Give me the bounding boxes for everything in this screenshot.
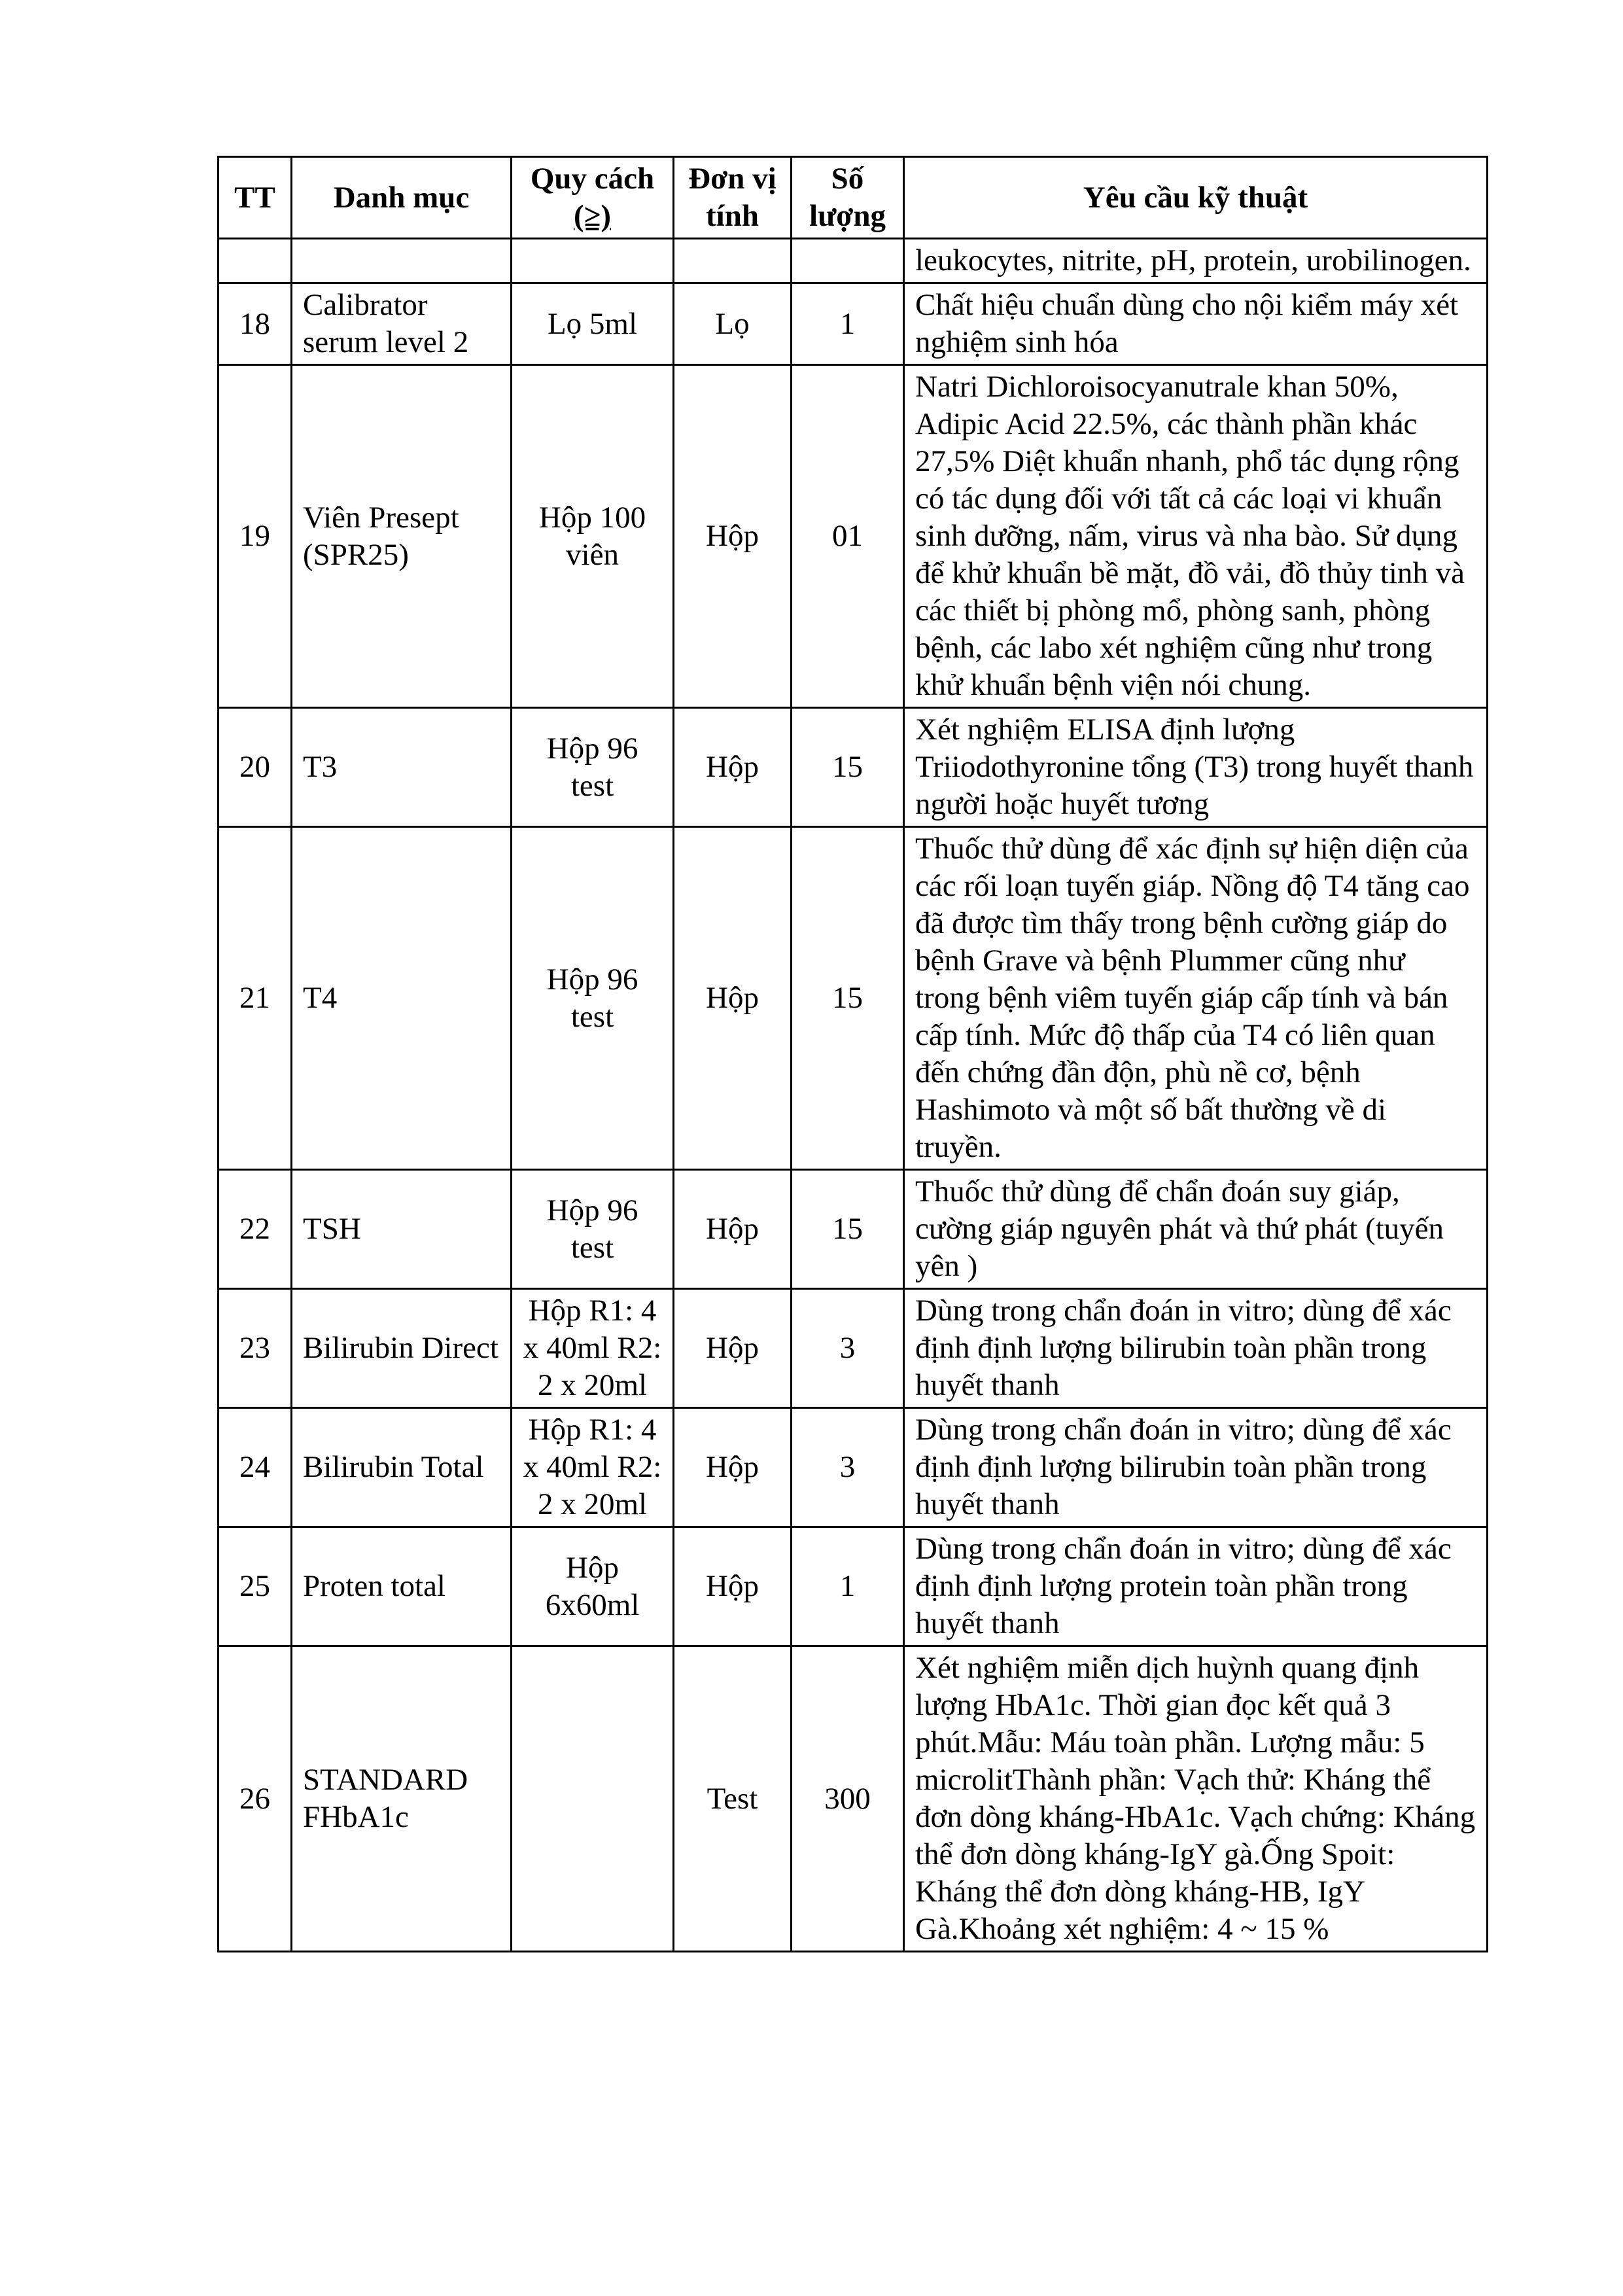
cell-danh-muc: TSH [292,1170,512,1289]
cell-so-luong: 1 [792,1527,904,1646]
cell-quy-cach: Hộp 96 test [512,708,674,827]
cell-tt: 20 [218,708,292,827]
table-row [218,1527,1488,1646]
cell-yeu-cau: Dùng trong chẩn đoán in vitro; dùng để xác định định lượng bilirubin toàn phần trong huyết thanh [904,1408,1488,1527]
cell-so-luong: 3 [792,1289,904,1408]
cell-don-vi: Hộp [674,1170,792,1289]
header-quy-cach-label: Quy cách [530,162,655,196]
cell-so-luong: 1 [792,283,904,365]
cell-so-luong [792,239,904,283]
cell-quy-cach [512,1646,674,1952]
cell-yeu-cau: Chất hiệu chuẩn dùng cho nội kiểm máy xét nghiệm sinh hóa [904,283,1488,365]
cell-quy-cach: Lọ 5ml [512,283,674,365]
cell-tt: 25 [218,1527,292,1646]
cell-tt: 19 [218,365,292,708]
cell-so-luong: 15 [792,827,904,1170]
cell-tt: 22 [218,1170,292,1289]
cell-so-luong: 15 [792,1170,904,1289]
table-row [218,827,1488,1170]
table-row [218,708,1488,827]
cell-quy-cach: Hộp R1: 4 x 40ml R2: 2 x 20ml [512,1289,674,1408]
cell-tt: 23 [218,1289,292,1408]
cell-don-vi: Lọ [674,283,792,365]
cell-tt [218,239,292,283]
cell-don-vi: Hộp [674,1289,792,1408]
header-don-vi-tinh: Đơn vị tính [674,157,792,239]
header-tt: TT [218,157,292,239]
cell-so-luong: 300 [792,1646,904,1952]
cell-yeu-cau: Dùng trong chẩn đoán in vitro; dùng để xác định định lượng protein toàn phần trong huyết thanh [904,1527,1488,1646]
cell-don-vi [674,239,792,283]
cell-danh-muc: T4 [292,827,512,1170]
table-row [218,1408,1488,1527]
cell-danh-muc: Bilirubin Total [292,1408,512,1527]
cell-tt: 21 [218,827,292,1170]
header-quy-cach [512,157,674,239]
cell-danh-muc: Viên Presept (SPR25) [292,365,512,708]
cell-so-luong: 01 [792,365,904,708]
cell-tt: 24 [218,1408,292,1527]
header-quy-cach-symbol: (≥) [573,199,612,233]
header-yeu-cau-ky-thuat: Yêu cầu kỹ thuật [904,157,1488,239]
cell-danh-muc: T3 [292,708,512,827]
cell-don-vi: Hộp [674,1527,792,1646]
cell-yeu-cau: Thuốc thử dùng để chẩn đoán suy giáp, cường giáp nguyên phát và thứ phát (tuyến yên ) [904,1170,1488,1289]
cell-don-vi: Hộp [674,827,792,1170]
header-danh-muc: Danh mục [292,157,512,239]
header-so-luong: Số lượng [792,157,904,239]
cell-quy-cach: Hộp R1: 4 x 40ml R2: 2 x 20ml [512,1408,674,1527]
table-row [218,283,1488,365]
cell-danh-muc [292,239,512,283]
cell-quy-cach: Hộp 96 test [512,827,674,1170]
table-row [218,1289,1488,1408]
table-row [218,239,1488,283]
cell-danh-muc: Bilirubin Direct [292,1289,512,1408]
cell-don-vi: Hộp [674,365,792,708]
cell-danh-muc: Proten total [292,1527,512,1646]
cell-yeu-cau: Thuốc thử dùng để xác định sự hiện diện của các rối loạn tuyến giáp. Nồng độ T4 tăng cao đã được tìm thấy trong bệnh cường giáp do bệnh Grave và bệnh Plummer cũng như trong bệnh viêm tuyến giáp cấp tính và bán cấp tính. Mức độ thấp của T4 có liên quan đến chứng đần độn, phù nề cơ, bệnh Hashimoto và một số bất thường về di truyền. [904,827,1488,1170]
cell-so-luong: 15 [792,708,904,827]
cell-quy-cach: Hộp 100 viên [512,365,674,708]
table-row [218,1646,1488,1952]
cell-yeu-cau: Xét nghiệm miễn dịch huỳnh quang định lượng HbA1c. Thời gian đọc kết quả 3 phút.Mẫu: Máu toàn phần. Lượng mẫu: 5 microlitThành phần: Vạch thử: Kháng thể đơn dòng kháng-HbA1c. Vạch chứng: Kháng thể đơn dòng kháng-IgY gà.Ống Spoit: Kháng thể đơn dòng kháng-HB, IgY Gà.Khoảng xét nghiệm: 4 ~ 15 % [904,1646,1488,1952]
table-header-row [218,157,1488,239]
cell-yeu-cau: Dùng trong chẩn đoán in vitro; dùng để xác định định lượng bilirubin toàn phần trong huyết thanh [904,1289,1488,1408]
cell-tt: 18 [218,283,292,365]
cell-danh-muc: Calibrator serum level 2 [292,283,512,365]
cell-don-vi: Test [674,1646,792,1952]
cell-yeu-cau: Xét nghiệm ELISA định lượng Triiodothyronine tổng (T3) trong huyết thanh người hoặc huyết tương [904,708,1488,827]
cell-don-vi: Hộp [674,708,792,827]
cell-tt: 26 [218,1646,292,1952]
cell-yeu-cau: leukocytes, nitrite, pH, protein, urobilinogen. [904,239,1488,283]
cell-don-vi: Hộp [674,1408,792,1527]
cell-danh-muc: STANDARD FHbA1c [292,1646,512,1952]
cell-quy-cach: Hộp 96 test [512,1170,674,1289]
cell-quy-cach: Hộp 6x60ml [512,1527,674,1646]
cell-so-luong: 3 [792,1408,904,1527]
cell-yeu-cau: Natri Dichloroisocyanutrale khan 50%, Adipic Acid 22.5%, các thành phần khác 27,5% Diệt khuẩn nhanh, phổ tác dụng rộng có tác dụng đối với tất cả các loại vi khuẩn sinh dưỡng, nấm, virus và nha bào. Sử dụng để khử khuẩn bề mặt, đồ vải, đồ thủy tinh và các thiết bị phòng mổ, phòng sanh, phòng bệnh, các labo xét nghiệm cũng như trong khử khuẩn bệnh viện nói chung. [904,365,1488,708]
table-row [218,365,1488,708]
cell-quy-cach [512,239,674,283]
table-row [218,1170,1488,1289]
technical-spec-table [217,156,1488,1952]
